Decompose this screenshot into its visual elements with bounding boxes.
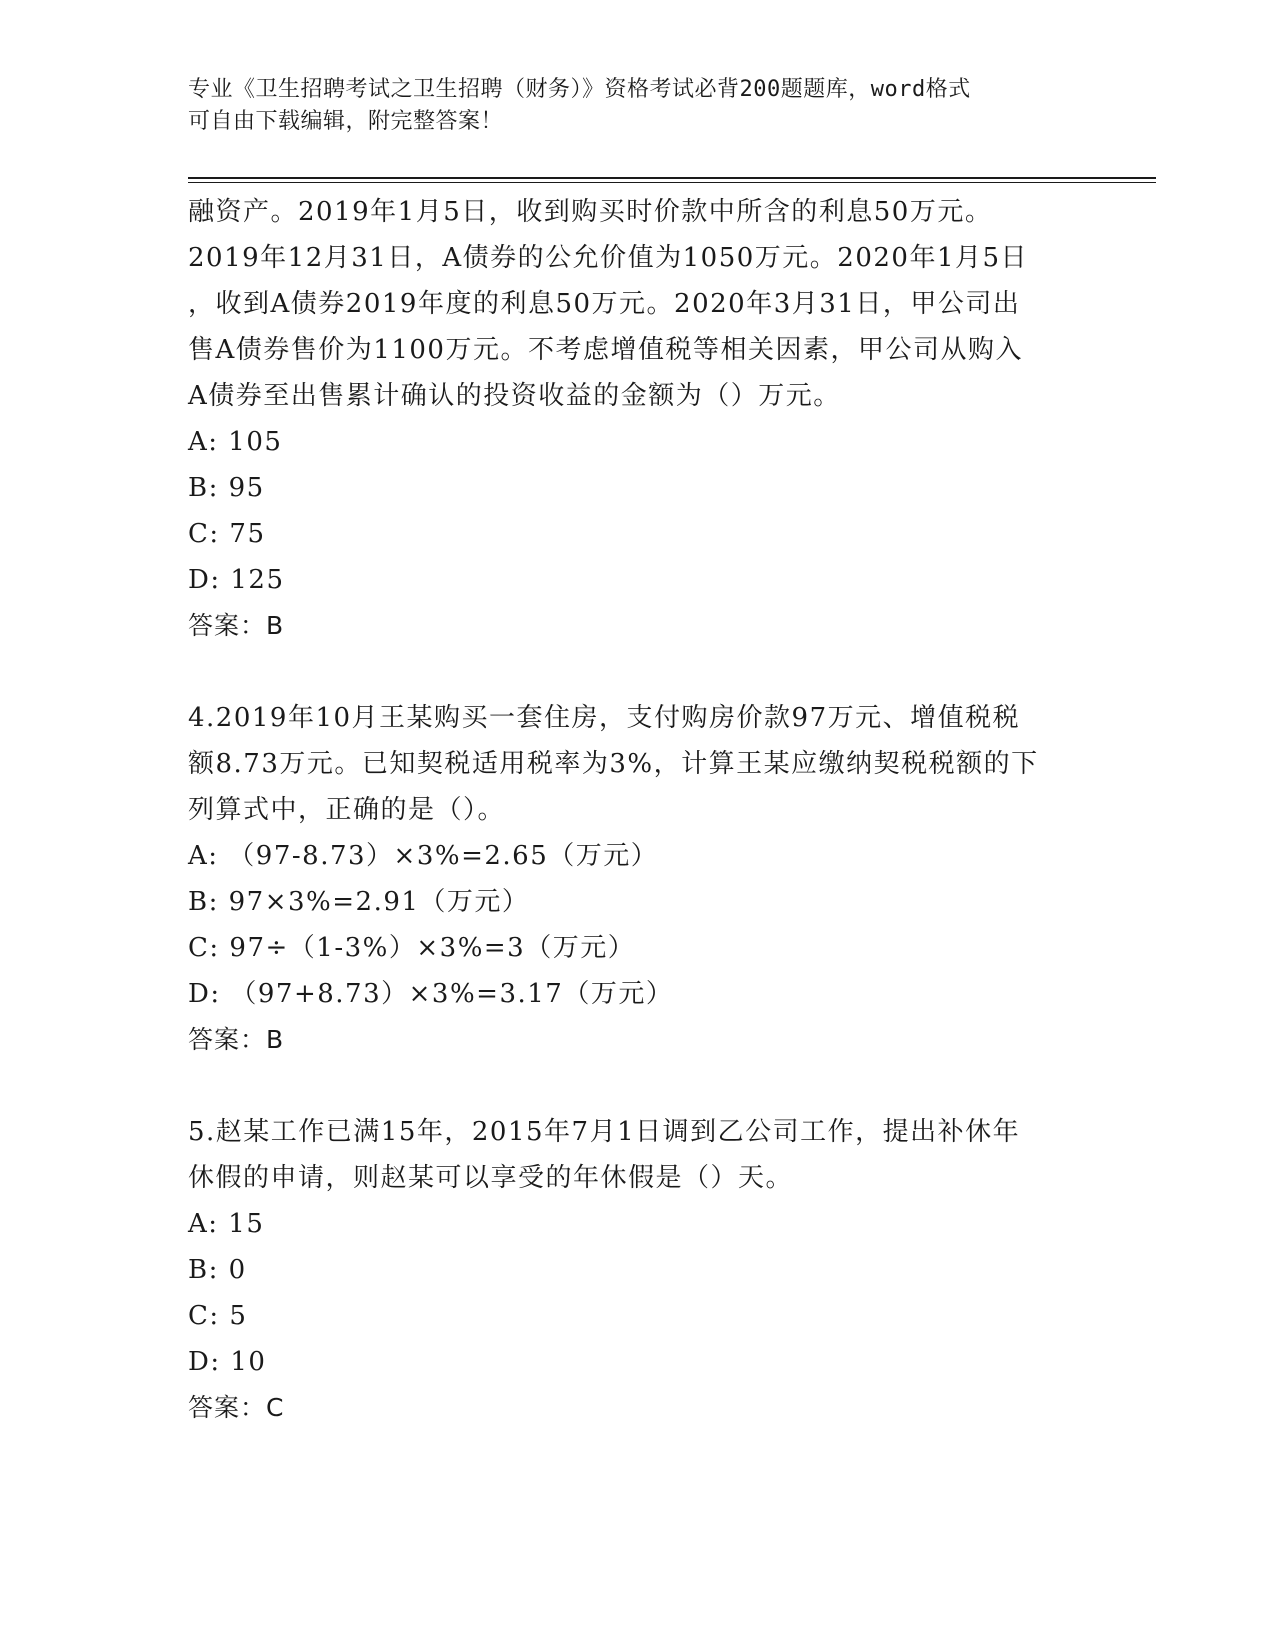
question-3-text-line: 2019年12月31日，A债券的公允价值为1050万元。2020年1月5日 <box>188 243 1029 273</box>
question-4-text-line: 额8.73万元。已知契税适用税率为3%，计算王某应缴纳契税税额的下 <box>188 749 1039 779</box>
question-5-option-a: A: 15 <box>188 1209 265 1239</box>
question-3-option-b: B: 95 <box>188 473 265 503</box>
question-3 <box>188 189 1088 649</box>
question-3-text-line: ，收到A债券2019年度的利息50万元。2020年3月31日，甲公司出 <box>188 289 1021 319</box>
question-3-option-a: A: 105 <box>188 427 283 457</box>
question-4-option-b: B: 97×3%=2.91（万元） <box>188 887 530 917</box>
header-title-line-1: 专业《卫生招聘考试之卫生招聘（财务）》资格考试必背200题题库，word格式 <box>188 77 971 102</box>
question-3-answer: 答案：B <box>188 611 285 640</box>
question-4-text-line: 列算式中，正确的是（）。 <box>188 795 506 825</box>
page-header <box>188 74 1088 138</box>
question-4-option-c: C: 97÷（1-3%）×3%=3（万元） <box>188 933 636 963</box>
question-3-text-line: 售A债券售价为1100万元。不考虑增值税等相关因素，甲公司从购入 <box>188 335 1023 365</box>
question-4-option-d: D: （97+8.73）×3%=3.17（万元） <box>188 979 674 1009</box>
question-4-answer: 答案：B <box>188 1025 285 1054</box>
question-3-text-line: 融资产。2019年1月5日，收到购买时价款中所含的利息50万元。 <box>188 197 993 227</box>
question-spacer <box>188 649 1088 695</box>
question-3-option-d: D: 125 <box>188 565 285 595</box>
question-5-text-line: 休假的申请，则赵某可以享受的年休假是（）天。 <box>188 1163 794 1193</box>
header-divider-thick <box>188 177 1156 179</box>
question-spacer <box>188 1063 1088 1109</box>
question-5-option-d: D: 10 <box>188 1347 267 1377</box>
header-divider-thin <box>188 182 1156 183</box>
question-3-text-line: A债券至出售累计确认的投资收益的金额为（）万元。 <box>188 381 841 411</box>
question-3-option-c: C: 75 <box>188 519 266 549</box>
header-title-line-2: 可自由下载编辑，附完整答案！ <box>188 109 504 134</box>
questions-body <box>188 189 1088 1431</box>
question-4 <box>188 695 1088 1063</box>
question-5-option-c: C: 5 <box>188 1301 248 1331</box>
question-5-text-line: 5.赵某工作已满15年，2015年7月1日调到乙公司工作，提出补休年 <box>188 1117 1021 1147</box>
question-5-option-b: B: 0 <box>188 1255 247 1285</box>
question-4-option-a: A: （97-8.73）×3%=2.65（万元） <box>188 841 659 871</box>
question-4-text-line: 4.2019年10月王某购买一套住房，支付购房价款97万元、增值税税 <box>188 703 1021 733</box>
question-5-answer: 答案：C <box>188 1393 285 1422</box>
question-5 <box>188 1109 1088 1431</box>
